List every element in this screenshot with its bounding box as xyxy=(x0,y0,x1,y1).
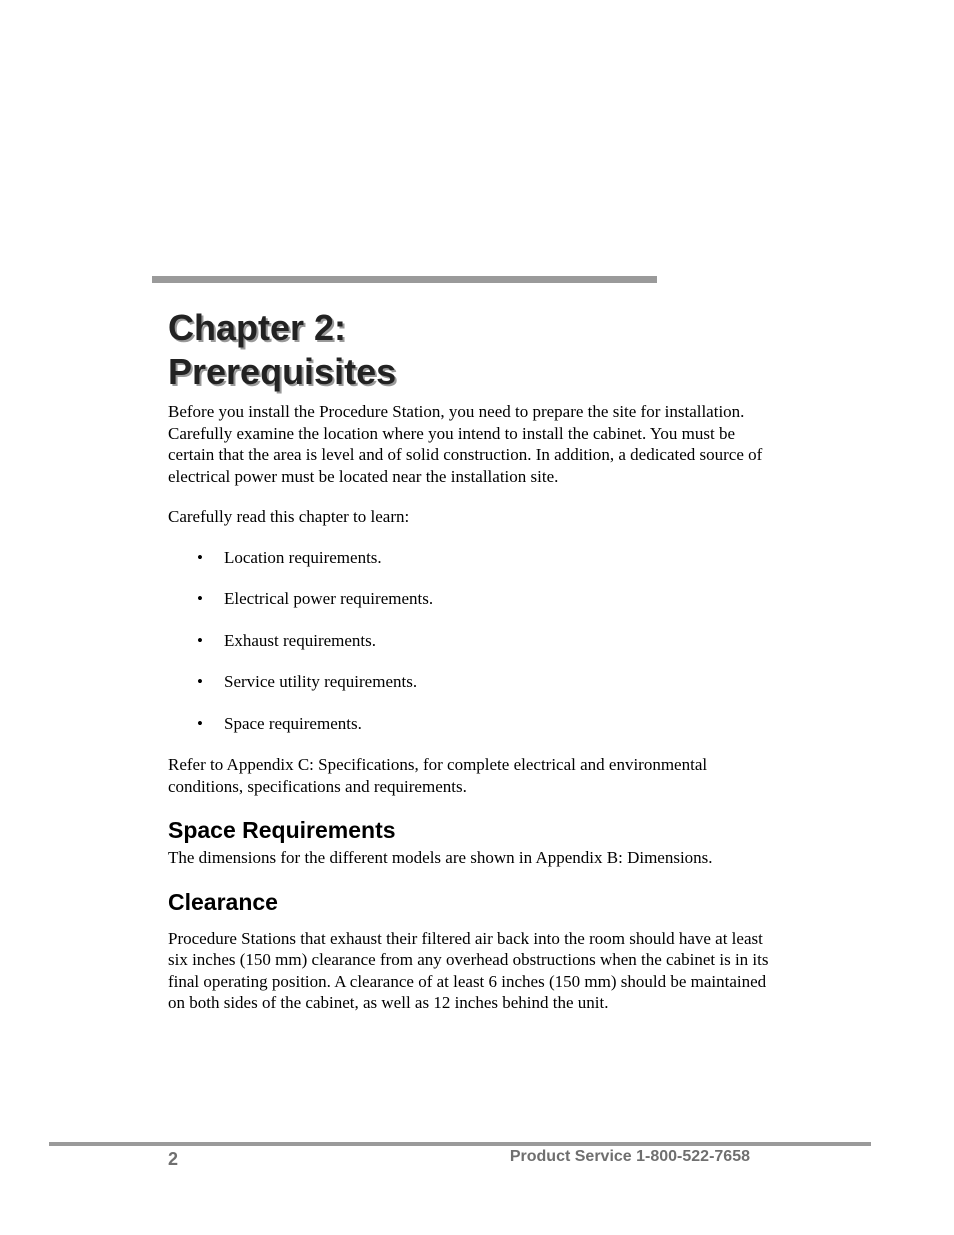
list-item xyxy=(168,588,778,610)
list-item xyxy=(168,547,778,569)
chapter-title-line1: Chapter 2: xyxy=(168,307,347,348)
space-requirements-heading: Space Requirements xyxy=(168,817,396,843)
footer-product-service: Product Service 1-800-522-7658 xyxy=(509,1148,750,1165)
list-item-text: Exhaust requirements. xyxy=(224,630,377,650)
list-item xyxy=(168,713,778,735)
header-rule xyxy=(152,276,657,283)
refer-paragraph: Refer to Appendix C: Specifications, for complete electrical and environmental conditions, specifications and requirements. xyxy=(168,755,708,796)
chapter-title xyxy=(168,306,396,394)
list-item xyxy=(168,671,778,693)
learn-lead-paragraph: Carefully read this chapter to learn: xyxy=(168,507,410,526)
clearance-heading: Clearance xyxy=(168,888,278,915)
clearance-paragraph: Procedure Stations that exhaust their filtered air back into the room should have at least six inches (150 mm) clearance from any overhead obstructions when the cabinet is in its final operating position. A clearance of at least 6 inches (150 mm) should be maintained on both sides of the cabinet, as well as 12 inches behind the unit. xyxy=(168,928,769,1012)
bullet-icon: • xyxy=(197,589,203,608)
intro-paragraph: Before you install the Procedure Station, you need to prepare the site for installation. Carefully examine the location where you intend to install the cabinet. You must be certain that the area is level and of solid construction. In addition, a dedicated source of electrical power must be located near the installation site. xyxy=(168,402,763,486)
topics-list xyxy=(168,547,778,735)
page-number: 2 xyxy=(168,1149,179,1169)
list-item xyxy=(168,630,778,652)
space-requirements-paragraph: The dimensions for the different models are shown in Appendix B: Dimensions. xyxy=(168,848,713,867)
bullet-icon: • xyxy=(197,630,203,650)
chapter-content xyxy=(168,401,778,1033)
bullet-icon: • xyxy=(197,672,203,691)
bullet-icon: • xyxy=(197,713,203,733)
bullet-icon: • xyxy=(197,547,203,567)
list-item-text: Location requirements. xyxy=(224,547,382,567)
list-item-text: Service utility requirements. xyxy=(224,672,418,691)
list-item-text: Space requirements. xyxy=(224,713,362,733)
list-item-text: Electrical power requirements. xyxy=(224,589,434,608)
chapter-title-line2: Prerequisites xyxy=(168,351,397,392)
footer-rule xyxy=(49,1142,871,1146)
